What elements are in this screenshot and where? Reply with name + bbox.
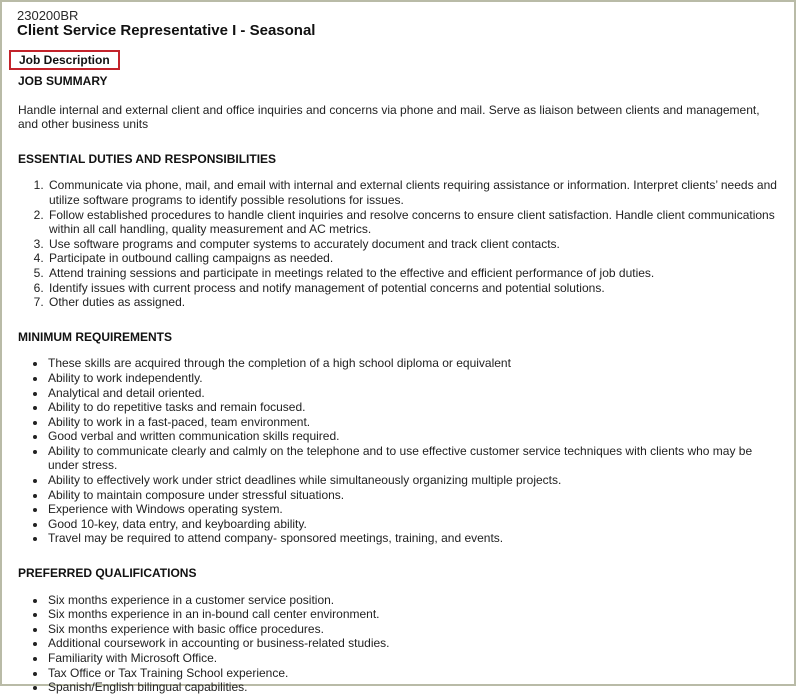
essential-duties-list (18, 178, 778, 309)
essential-duties-heading: ESSENTIAL DUTIES AND RESPONSIBILITIES (18, 151, 277, 166)
list-item: 2. Follow established procedures to handle client inquiries and resolve concerns to ensure client satisfaction. Handle client communications within all call handling, quality measurement and AC metrics. (47, 208, 778, 237)
list-item: • Good verbal and written communication skills required. (47, 429, 778, 444)
list-item: • Analytical and detail oriented. (47, 386, 778, 401)
list-item: • Experience with Windows operating system. (47, 502, 778, 517)
list-item: 6. Identify issues with current process and notify management of potential concerns and potential solutions. (47, 281, 778, 296)
job-title: Client Service Representative I - Seasonal (17, 22, 316, 39)
minimum-requirements-heading: MINIMUM REQUIREMENTS (18, 329, 172, 344)
essential-duties-section (18, 152, 778, 310)
list-item: • These skills are acquired through the completion of a high school diploma or equivalent (47, 356, 778, 371)
job-summary-text: Handle internal and external client and office inquiries and concerns via phone and mail. Serve as liaison between clients and management, and other business units (18, 102, 760, 132)
job-description-content (18, 74, 778, 695)
list-item: • Six months experience in an in-bound call center environment. (47, 607, 778, 622)
list-item: • Ability to work in a fast-paced, team environment. (47, 415, 778, 430)
requisition-id: 230200BR (17, 8, 79, 23)
list-item: • Ability to do repetitive tasks and remain focused. (47, 400, 778, 415)
list-item: • Ability to maintain composure under stressful situations. (47, 488, 778, 503)
preferred-qualifications-heading: PREFERRED QUALIFICATIONS (18, 566, 197, 581)
minimum-requirements-list (18, 356, 778, 546)
list-item: 1. Communicate via phone, mail, and email with internal and external clients requiring assistance or information. Interpret clients’ needs and utilize software programs to identify possible resolutions for issues. (47, 178, 778, 207)
list-item: • Ability to work independently. (47, 371, 778, 386)
list-item: • Six months experience with basic office procedures. (47, 622, 778, 637)
list-item: • Ability to communicate clearly and calmly on the telephone and to use effective customer service techniques with clients who may be under stress. (47, 444, 778, 473)
list-item: • Spanish/English bilingual capabilities. (47, 680, 778, 695)
list-item: • Ability to effectively work under strict deadlines while simultaneously organizing multiple projects. (47, 473, 778, 488)
list-item: • Six months experience in a customer service position. (47, 593, 778, 608)
preferred-qualifications-section (18, 566, 778, 695)
list-item: • Good 10-key, data entry, and keyboarding ability. (47, 517, 778, 532)
job-summary-heading: JOB SUMMARY (18, 74, 108, 88)
list-item: 7. Other duties as assigned. (47, 295, 778, 310)
preferred-qualifications-list (18, 593, 778, 695)
list-item: • Additional coursework in accounting or business-related studies. (47, 636, 778, 651)
list-item: 3. Use software programs and computer systems to accurately document and track client contacts. (47, 237, 778, 252)
minimum-requirements-section (18, 330, 778, 546)
list-item: • Familiarity with Microsoft Office. (47, 651, 778, 666)
list-item: • Travel may be required to attend company- sponsored meetings, training, and events. (47, 531, 778, 546)
list-item: 5. Attend training sessions and participate in meetings related to the effective and efficient performance of job duties. (47, 266, 778, 281)
list-item: • Tax Office or Tax Training School experience. (47, 666, 778, 681)
list-item: 4. Participate in outbound calling campaigns as needed. (47, 251, 778, 266)
job-description-tab[interactable]: Job Description (9, 50, 120, 70)
